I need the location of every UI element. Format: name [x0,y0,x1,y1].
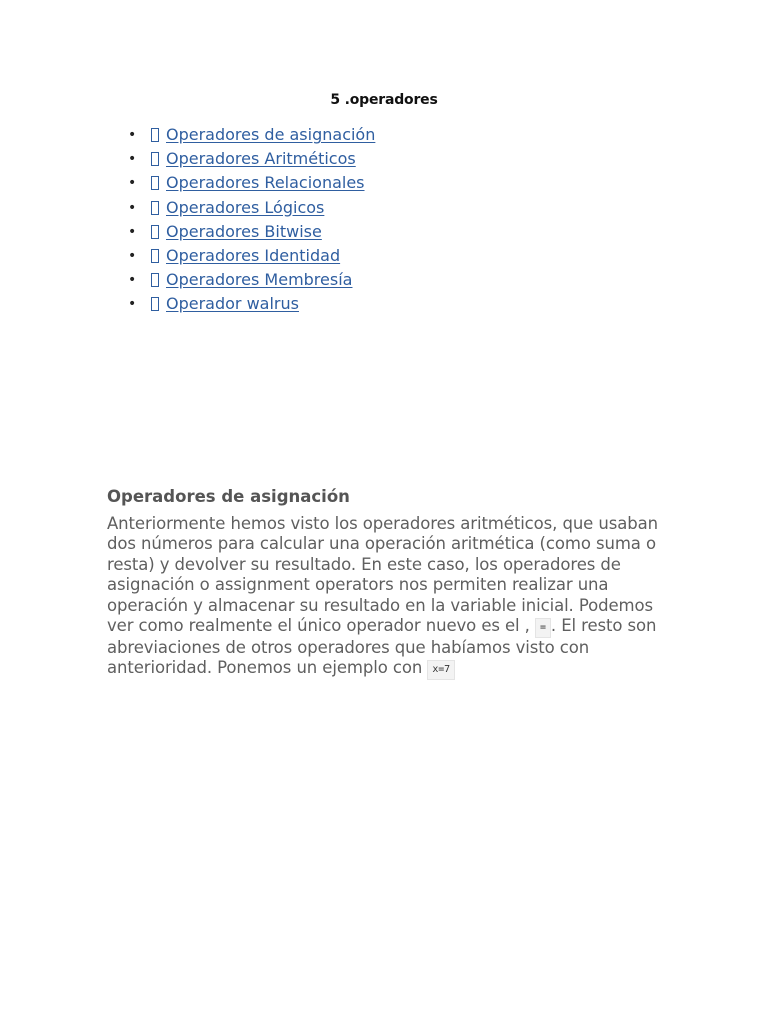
toc-item-membresia [128,268,352,292]
bullet: • [128,175,137,192]
toc-link-label: Operadores Lógicos [166,197,325,217]
toc-link-walrus[interactable] [151,294,299,313]
toc-item-identidad [128,244,352,268]
missing-glyph-icon [151,128,159,142]
toc-link-label: Operador walrus [166,294,299,314]
inline-code: = [535,618,551,638]
section-asignacion [107,486,667,680]
missing-glyph-icon [151,249,159,263]
toc-link-label: Operadores de asignación [166,125,376,144]
missing-glyph-icon [151,297,159,311]
inline-code: x=7 [427,660,455,680]
toc-item-logicos [128,196,352,220]
toc-item-aritmeticos [128,147,356,171]
missing-glyph-icon [151,225,159,239]
bullet: • [128,296,137,313]
toc-item-walrus [128,292,352,316]
section-heading: Operadores de asignación [107,487,350,506]
toc-link-label: Operadores Membresía [166,270,353,290]
toc-item-asignacion [128,123,376,147]
missing-glyph-icon [151,176,159,190]
bullet: • [128,199,137,216]
missing-glyph-icon [151,201,159,215]
toc-item-bitwise [128,220,352,244]
toc-item-relacionales [128,171,365,195]
bullet: • [128,223,137,240]
toc-link-aritmeticos[interactable] [151,149,356,168]
toc-link-membresia[interactable] [151,270,352,289]
bullet: • [128,127,137,143]
section-paragraph [107,514,667,680]
toc-link-relacionales[interactable] [151,173,365,192]
table-of-contents [128,123,376,317]
toc-link-label: Operadores Bitwise [166,221,322,241]
paragraph-text: Anteriormente hemos visto los operadores aritméticos, que usaban dos números para calcular una operación aritmética (como suma o resta) y devolver su resultado. En este caso, los operadores de asignación o assignment operators nos permiten realizar una operación y almacenar su resultado en la variable inicial. Podemos ver como realmente el único operador nuevo es el , [107,514,658,636]
paragraph-text: . El resto son abreviaciones de otros operadores que habíamos visto con anterioridad. Ponemos un ejemplo con [107,616,657,678]
toc-link-asignacion[interactable] [151,125,375,144]
toc-link-identidad[interactable] [151,246,340,265]
toc-link-logicos[interactable] [151,198,324,217]
toc-link-label: Operadores Relacionales [166,173,365,193]
toc-link-label: Operadores Identidad [166,245,341,265]
toc-link-bitwise[interactable] [151,222,322,241]
page-title: 5 .operadores [330,92,438,108]
bullet: • [128,151,137,168]
toc-link-label: Operadores Aritméticos [166,149,356,169]
bullet: • [128,272,137,289]
missing-glyph-icon [151,273,159,287]
missing-glyph-icon [151,152,159,166]
bullet: • [128,247,137,264]
